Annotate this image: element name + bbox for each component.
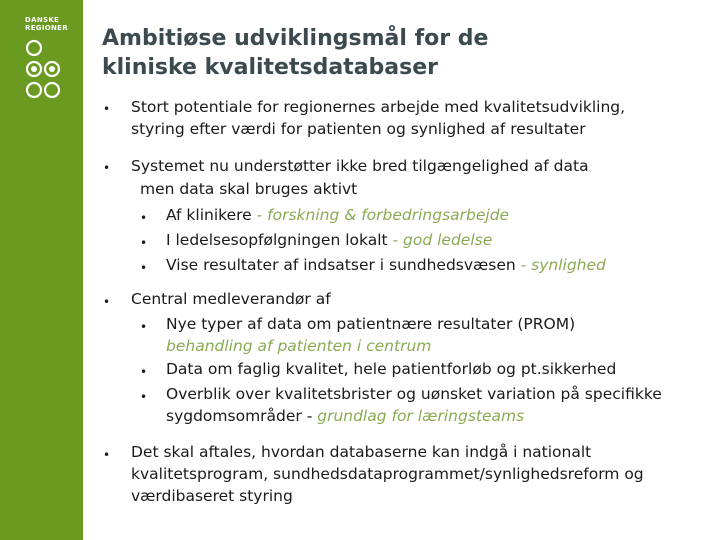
bullet-marker: •: [103, 295, 111, 309]
bullet-2-line-2: men data skal bruges aktivt: [140, 180, 358, 198]
sub-bullet-synlighed: [166, 254, 606, 276]
sub-bullet-accent: - god ledelse: [392, 231, 493, 249]
sub-bullet-marker: •: [140, 390, 148, 404]
bullet-1-line-1: Stort potentiale for regionernes arbejde med kvalitetsudvikling,: [131, 98, 626, 116]
sub-bullet-text: Vise resultater af indsatser i sundhedsvæsen: [166, 256, 521, 274]
sub-bullet-accent: - synlighed: [520, 256, 606, 274]
logo-line-1: DANSKE: [25, 16, 60, 24]
bullet-4-line-2: kvalitetsprogram, sundhedsdataprogrammet/synlighedsreform og: [131, 465, 644, 483]
sub-bullet-ledelse: [166, 229, 492, 251]
sub-bullet-text: sygdomsområder -: [166, 407, 318, 425]
bullet-marker: •: [103, 102, 111, 116]
sub-bullet-overblik-line-2: [166, 405, 524, 427]
sub-bullet-marker: •: [140, 211, 148, 225]
bullet-4-line-3: værdibaseret styring: [131, 487, 293, 505]
bullet-1-line-2: styring efter værdi for patienten og synlighed af resultater: [131, 120, 586, 138]
sub-bullet-prom-accent: behandling af patienten i centrum: [166, 337, 432, 355]
bullet-marker: •: [103, 161, 111, 175]
bullet-3-line-1: Central medleverandør af: [131, 290, 331, 308]
sub-bullet-marker: •: [140, 236, 148, 250]
sub-bullet-klinikere: [166, 204, 509, 226]
sub-bullet-marker: •: [140, 365, 148, 379]
sub-bullet-accent: grundlag for læringsteams: [317, 407, 525, 425]
logo-line-2: REGIONER: [25, 24, 68, 32]
sub-bullet-overblik: Overblik over kvalitetsbrister og uønsket variation på specifikke: [166, 385, 662, 403]
sub-bullet-prom: Nye typer af data om patientnære resultater (PROM): [166, 315, 576, 333]
title-line-2: kliniske kvalitetsdatabaser: [102, 55, 438, 80]
bullet-marker: •: [103, 448, 111, 462]
sub-bullet-text: Af klinikere: [166, 206, 257, 224]
sub-bullet-faglig-kvalitet: Data om faglig kvalitet, hele patientforløb og pt.sikkerhed: [166, 360, 617, 378]
bullet-4-line-1: Det skal aftales, hvordan databaserne kan indgå i nationalt: [131, 443, 592, 461]
title-line-1: Ambitiøse udviklingsmål for de: [102, 26, 489, 51]
sub-bullet-marker: •: [140, 320, 148, 334]
bullet-2-line-1: Systemet nu understøtter ikke bred tilgængelighed af data: [131, 157, 589, 175]
sub-bullet-marker: •: [140, 261, 148, 275]
sub-bullet-text: I ledelsesopfølgningen lokalt: [166, 231, 393, 249]
sub-bullet-accent: - forskning & forbedringsarbejde: [256, 206, 510, 224]
